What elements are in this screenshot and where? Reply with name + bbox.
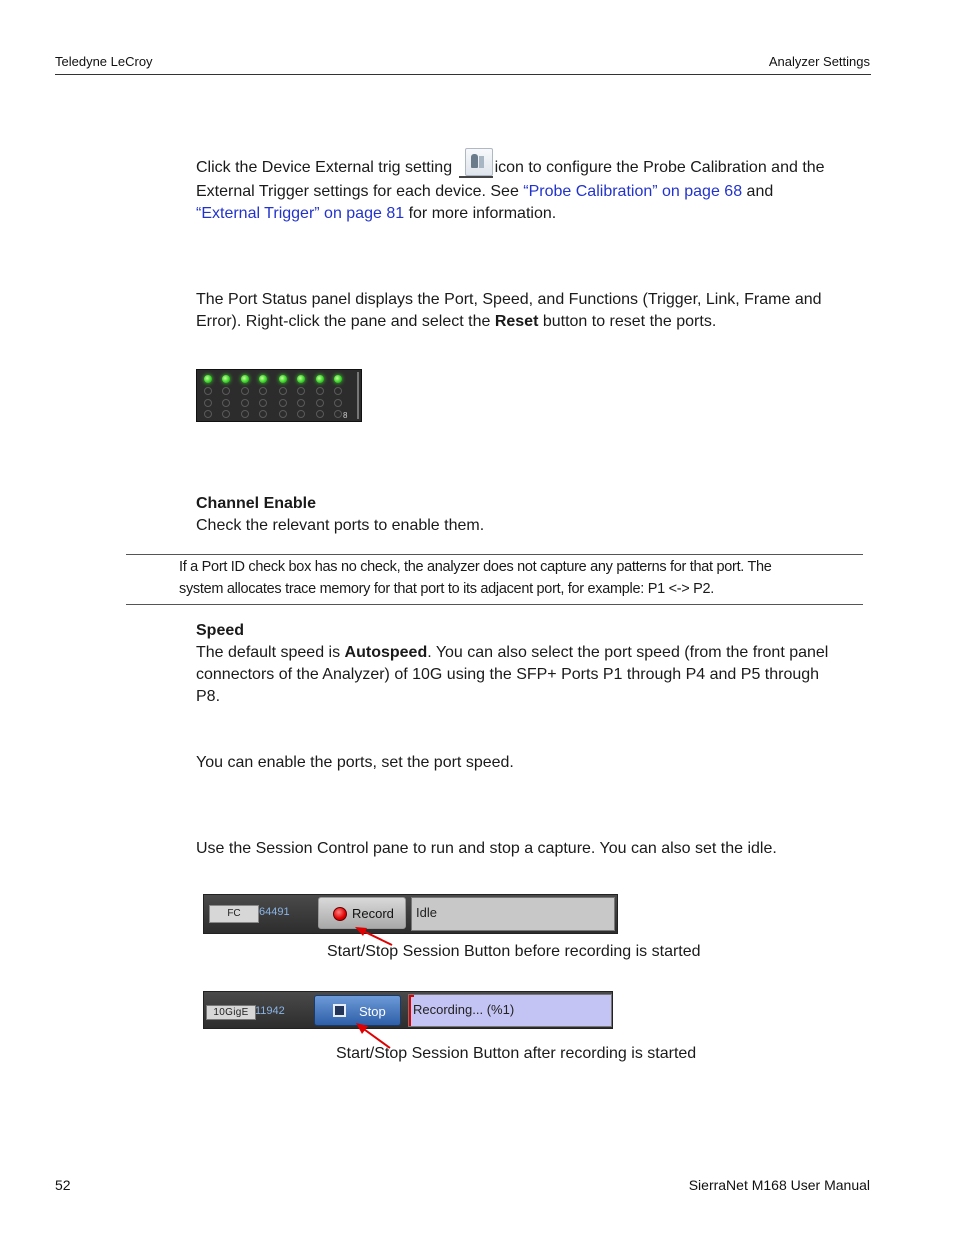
port-led-inactive: [241, 387, 249, 395]
protocol-label: FC: [209, 905, 259, 923]
intro-paragraph: [196, 143, 886, 225]
port-led-active: [297, 375, 305, 383]
port-status-line2-suffix: button to reset the ports.: [538, 313, 717, 330]
header-rule: [55, 74, 871, 75]
note-line2: system allocates trace memory for that port to its adjacent port, for example: P1 <-> P2.: [179, 581, 715, 597]
speed-line3: P8.: [196, 688, 221, 705]
channel-enable-heading: Channel Enable: [196, 495, 317, 512]
external-trigger-link[interactable]: “External Trigger” on page 81: [196, 205, 405, 222]
port-led-inactive: [297, 410, 305, 418]
speed-paragraph: [196, 642, 886, 708]
autospeed-keyword: Autospeed: [344, 644, 428, 661]
port-led-inactive: [316, 387, 324, 395]
port-led-inactive: [204, 399, 212, 407]
port-led-inactive: [334, 387, 342, 395]
port-led-inactive: [222, 410, 230, 418]
caption-before: Start/Stop Session Button before recording is started: [327, 943, 701, 960]
page-number: 52: [55, 1177, 71, 1193]
port-status-paragraph: [196, 289, 886, 333]
speed-heading: Speed: [196, 622, 245, 639]
reset-keyword: Reset: [494, 313, 539, 330]
port-count-label: 8: [343, 411, 348, 420]
port-led-active: [279, 375, 287, 383]
port-led-inactive: [297, 399, 305, 407]
intro-line3-suffix: for more information.: [404, 205, 557, 222]
speed-line1-prefix: The default speed is: [196, 644, 345, 661]
port-led-active: [316, 375, 324, 383]
port-led-inactive: [279, 387, 287, 395]
packet-count: 64491: [259, 906, 290, 918]
port-led-inactive: [334, 410, 342, 418]
note-line1: If a Port ID check box has no check, the analyzer does not capture any patterns for that port. The: [179, 559, 772, 575]
port-led-inactive: [279, 410, 287, 418]
port-led-inactive: [241, 410, 249, 418]
port-led-inactive: [204, 410, 212, 418]
port-led-active: [259, 375, 267, 383]
stop-button[interactable]: [314, 995, 401, 1026]
session-status: [408, 994, 612, 1027]
port-led-inactive: [204, 387, 212, 395]
packet-count: 11942: [255, 1005, 285, 1017]
header-right: Analyzer Settings: [768, 54, 870, 69]
port-status-line2-prefix: Error). Right-click the pane and select the: [196, 313, 495, 330]
session-status: Idle: [411, 897, 615, 931]
device-external-trig-setting-icon: [459, 148, 493, 178]
enable-ports-text: You can enable the ports, set the port speed.: [196, 754, 514, 771]
protocol-label: 10GigE: [206, 1005, 256, 1020]
note-box: [179, 556, 869, 600]
port-status-panel[interactable]: [196, 369, 362, 422]
session-control-bar-before: [203, 894, 618, 934]
port-led-inactive: [297, 387, 305, 395]
port-led-active: [204, 375, 212, 383]
stop-icon: [333, 1004, 346, 1017]
intro-before-icon: Click the Device External trig setting: [196, 159, 453, 176]
intro-line2-suffix: and: [742, 183, 774, 200]
header-left: Teledyne LeCroy: [55, 54, 153, 69]
port-led-inactive: [316, 410, 324, 418]
port-led-inactive: [334, 399, 342, 407]
port-led-inactive: [316, 399, 324, 407]
recording-status-text: Recording... (%1): [413, 1002, 515, 1017]
note-top-rule: [126, 554, 863, 555]
record-button[interactable]: [318, 897, 406, 929]
port-led-active: [334, 375, 342, 383]
port-led-inactive: [222, 387, 230, 395]
port-led-active: [222, 375, 230, 383]
record-button-label: Record: [352, 906, 394, 921]
session-control-bar-after: [203, 991, 613, 1029]
port-status-line1: The Port Status panel displays the Port, Speed, and Functions (Trigger, Link, Frame and: [196, 291, 822, 308]
manual-title: SierraNet M168 User Manual: [688, 1177, 870, 1193]
port-led-inactive: [279, 399, 287, 407]
speed-line1-suffix: . You can also select the port speed (from the front panel: [427, 644, 829, 661]
intro-after-icon: icon to configure the Probe Calibration and the: [494, 159, 825, 176]
speed-line2: connectors of the Analyzer) of 10G using the SFP+ Ports P1 through P4 and P5 through: [196, 666, 820, 683]
port-led-active: [241, 375, 249, 383]
port-led-inactive: [241, 399, 249, 407]
record-icon: [333, 907, 347, 921]
note-bottom-rule: [126, 604, 863, 605]
port-led-inactive: [259, 399, 267, 407]
port-led-inactive: [222, 399, 230, 407]
session-control-text: Use the Session Control pane to run and stop a capture. You can also set the idle.: [196, 840, 777, 857]
intro-line2-prefix: External Trigger settings for each device. See: [196, 183, 524, 200]
probe-calibration-link[interactable]: “Probe Calibration” on page 68: [523, 183, 743, 200]
caption-after: Start/Stop Session Button after recording is started: [336, 1045, 697, 1062]
port-led-inactive: [259, 410, 267, 418]
channel-enable-text: Check the relevant ports to enable them.: [196, 517, 485, 534]
stop-button-label: Stop: [359, 1004, 386, 1019]
port-led-inactive: [259, 387, 267, 395]
